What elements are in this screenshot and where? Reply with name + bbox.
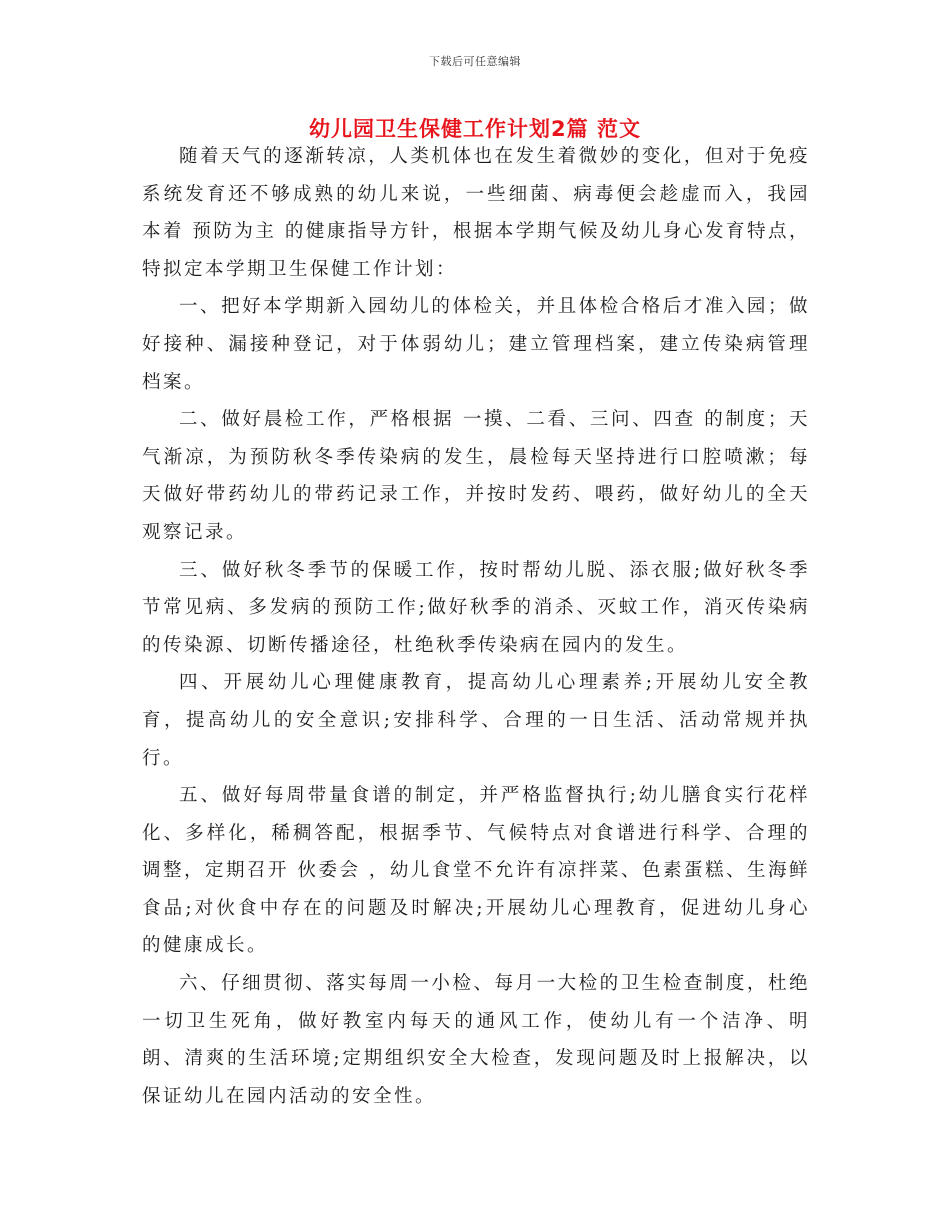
document-body (142, 138, 810, 1115)
paragraph-intro: 随着天气的逐渐转凉，人类机体也在发生着微妙的变化，但对于免疫系统发育还不够成熟的幼儿来说，一些细菌、病毒便会趁虚而入，我园本着 预防为主 的健康指导方针，根据本学期气候及幼儿身心发育特点，特拟定本学期卫生保健工作计划： (142, 146, 810, 280)
paragraph-item-3: 三、做好秋冬季节的保暖工作，按时帮幼儿脱、添衣服;做好秋冬季节常见病、多发病的预防工作;做好秋季的消杀、灭蚊工作，消灭传染病的传染源、切断传播途径，杜绝秋季传染病在园内的发生。 (142, 559, 810, 656)
paragraph-item-5: 五、做好每周带量食谱的制定，并严格监督执行;幼儿膳食实行花样化、多样化，稀稠答配，根据季节、气候特点对食谱进行科学、合理的调整，定期召开 伙委会 ，幼儿食堂不允许有凉拌菜、色素蛋糕、生海鲜食品;对伙食中存在的问题及时解决;开展幼儿心理教育，促进幼儿身心的健康成长。 (142, 785, 810, 957)
header-note: 下载后可任意编辑 (429, 55, 521, 68)
paragraph-item-2: 二、做好晨检工作，严格根据 一摸、二看、三问、四查 的制度；天气渐凉，为预防秋冬季传染病的发生，晨检每天坚持进行口腔喷漱；每天做好带药幼儿的带药记录工作，并按时发药、喂药，做好幼儿的全天观察记录。 (142, 409, 810, 543)
paragraph-item-4: 四、开展幼儿心理健康教育，提高幼儿心理素养;开展幼儿安全教育，提高幼儿的安全意识;安排科学、合理的一日生活、活动常规并执行。 (142, 672, 810, 769)
document-title: 幼儿园卫生保健工作计划2篇 范文 (309, 117, 641, 141)
paragraph-item-1: 一、把好本学期新入园幼儿的体检关，并且体检合格后才准入园；做好接种、漏接种登记，对于体弱幼儿；建立管理档案，建立传染病管理档案。 (142, 296, 810, 393)
paragraph-item-6: 六、仔细贯彻、落实每周一小检、每月一大检的卫生检查制度，杜绝一切卫生死角，做好教室内每天的通风工作，使幼儿有一个洁净、明朗、清爽的生活环境;定期组织安全大检查，发现问题及时上报解决，以保证幼儿在园内活动的安全性。 (142, 973, 810, 1107)
